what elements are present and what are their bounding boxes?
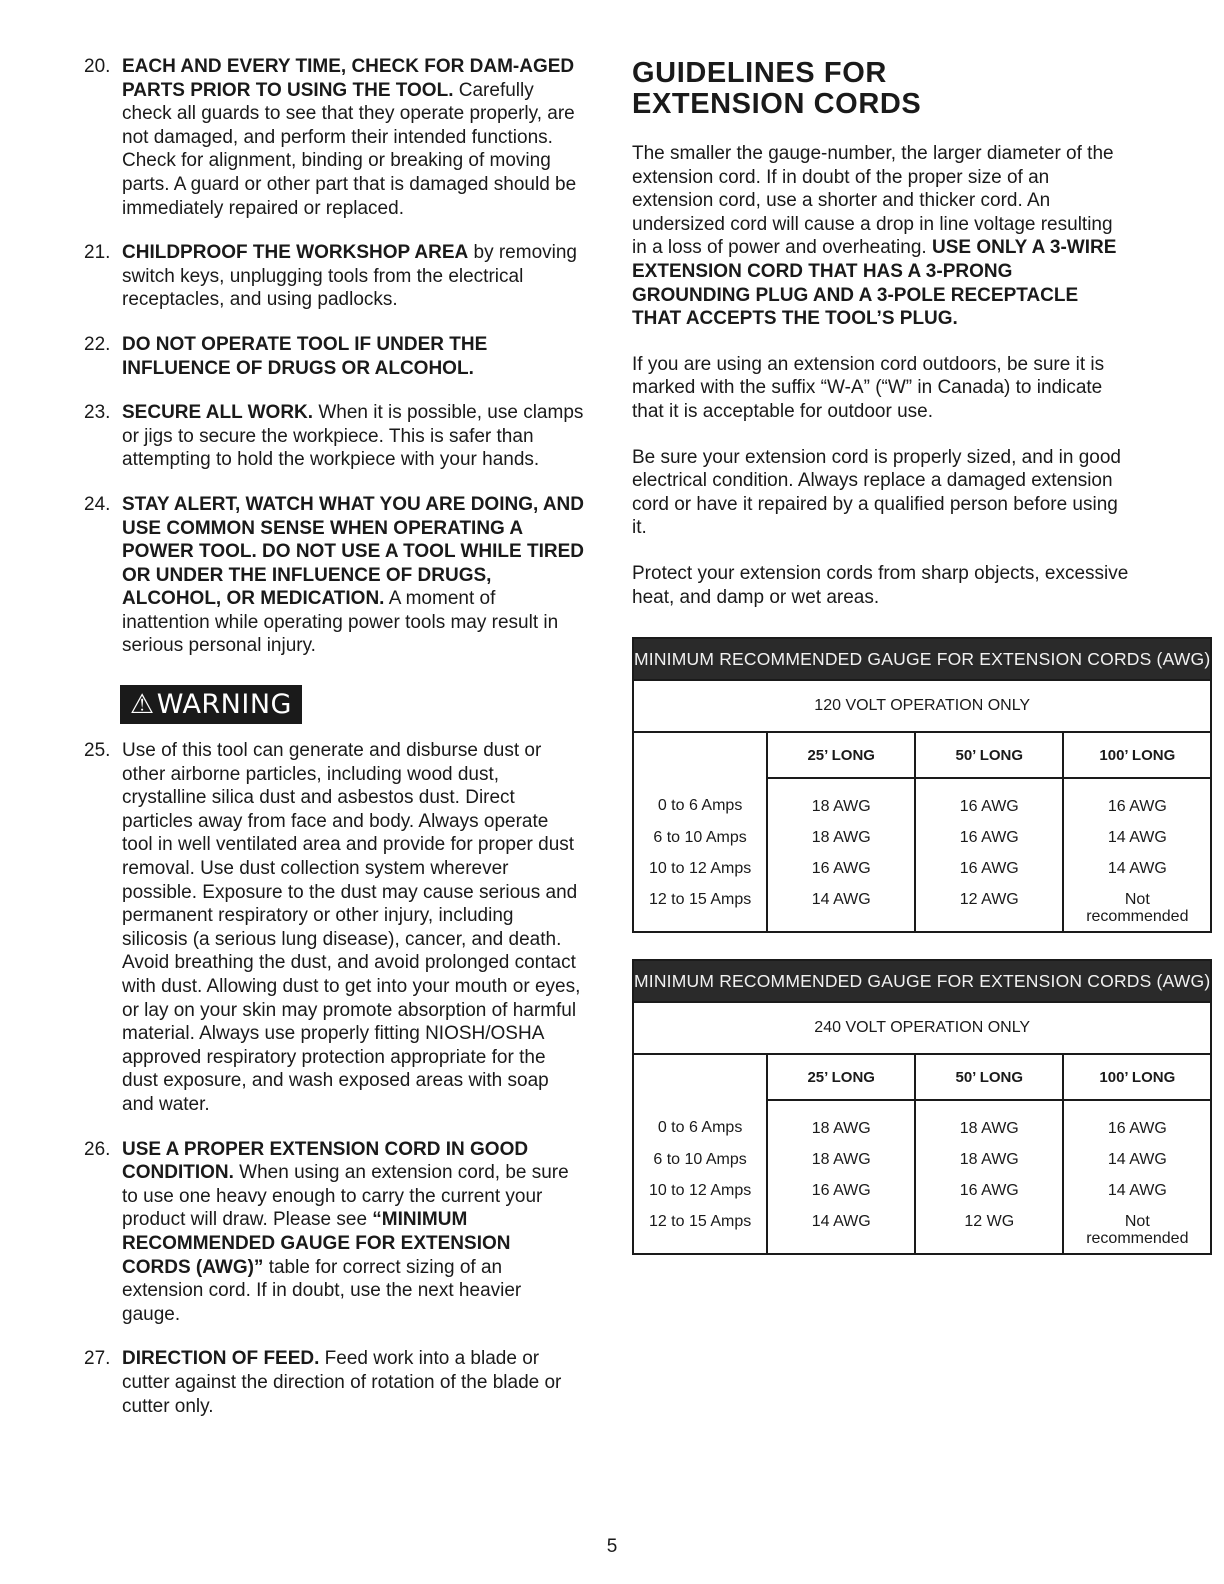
column-header: 25’ LONG xyxy=(767,732,915,778)
list-item xyxy=(84,493,584,658)
item-number: 26. xyxy=(84,1138,111,1160)
title-line: GUIDELINES FOR xyxy=(632,57,887,89)
gauge-cell: 16 AWG xyxy=(767,853,915,884)
table-banner: MINIMUM RECOMMENDED GAUGE FOR EXTENSION CORDS (AWG) xyxy=(633,960,1211,1002)
header-blank xyxy=(633,732,767,778)
table-row xyxy=(633,884,1211,932)
table-row xyxy=(633,822,1211,853)
column-header: 50’ LONG xyxy=(915,732,1063,778)
item-text: Use of this tool can generate and disburse dust or other airborne particles, including wood dust, crystalline silica dust and asbestos dust. Direct particles away from face and body. Always operate tool in well ventilated area and provide for proper dust removal. Use dust collection system wherever possible. Exposure to the dust may cause serious and permanent respiratory or other injury, including silicosis (a serious lung disease), cancer, and death. Avoid breathing the dust, and avoid prolonged contact with dust. Allowing dust to get into your mouth or eyes, or lay on your skin may promote absorption of harmful material. Always use properly fitting NIOSH/OSHA approved respiratory protection appropriate for the dust exposure, and wash exposed areas with soap and water. xyxy=(122,740,581,1115)
item-number: 22. xyxy=(84,333,111,355)
paragraph-text: The smaller the gauge-number, the larger diameter of the extension cord. If in doubt of the proper size of an extension cord, use a shorter and thicker cord. An undersized cord will cause a drop in line voltage resulting in a loss of power and overheating. xyxy=(632,143,1114,259)
gauge-table-120v xyxy=(632,637,1212,933)
item-number: 23. xyxy=(84,402,111,424)
warning-label xyxy=(120,685,302,724)
header-blank xyxy=(633,1054,767,1100)
gauge-cell: 12 AWG xyxy=(915,884,1063,932)
gauge-cell: 16 AWG xyxy=(1063,778,1211,822)
paragraph xyxy=(632,142,1132,331)
right-column xyxy=(632,55,1211,1281)
item-heading: STAY ALERT, WATCH WHAT YOU ARE DOING, AND USE COMMON SENSE WHEN OPERATING A POWER TOOL. DO NOT USE A TOOL WHILE TIRED OR UNDER THE INFLUENCE OF DRUGS, ALCOHOL, OR MEDICATION. xyxy=(122,493,584,610)
gauge-cell: 14 AWG xyxy=(1063,822,1211,853)
gauge-table-240v xyxy=(632,959,1212,1255)
table-row xyxy=(633,778,1211,822)
gauge-cell: Not recommended xyxy=(1063,1206,1211,1254)
paragraph: Protect your extension cords from sharp objects, excessive heat, and damp or wet areas. xyxy=(632,562,1129,608)
gauge-cell: 18 AWG xyxy=(915,1100,1063,1144)
gauge-cell: 14 AWG xyxy=(767,1206,915,1254)
table-reference: “MINIMUM RECOMMENDED GAUGE FOR EXTENSION CORDS (AWG)” xyxy=(122,1209,511,1278)
item-heading: SECURE ALL WORK. xyxy=(122,402,314,424)
column-header: 50’ LONG xyxy=(915,1054,1063,1100)
title-line: EXTENSION CORDS xyxy=(632,88,922,120)
item-text: table for correct sizing of an extension cord. If in doubt, use the next heavier gauge. xyxy=(122,1256,522,1325)
gauge-cell: 16 AWG xyxy=(767,1175,915,1206)
amp-range: 10 to 12 Amps xyxy=(633,853,767,884)
gauge-cell: 14 AWG xyxy=(1063,853,1211,884)
gauge-cell: 16 AWG xyxy=(1063,1100,1211,1144)
item-number: 20. xyxy=(84,56,111,77)
item-number: 27. xyxy=(84,1348,111,1370)
table-banner: MINIMUM RECOMMENDED GAUGE FOR EXTENSION CORDS (AWG) xyxy=(633,638,1211,680)
gauge-cell: 16 AWG xyxy=(915,822,1063,853)
amp-range: 10 to 12 Amps xyxy=(633,1175,767,1206)
list-item xyxy=(84,1138,584,1327)
operation-label: 120 VOLT OPERATION ONLY xyxy=(633,680,1211,732)
item-heading: DIRECTION OF FEED. xyxy=(122,1348,320,1370)
gauge-cell: 14 AWG xyxy=(767,884,915,932)
item-text: When using an extension cord, be sure to use one heavy enough to carry the current your product will draw. Please see xyxy=(122,1162,569,1231)
gauge-cell: 18 AWG xyxy=(915,1144,1063,1175)
list-item xyxy=(84,401,584,472)
left-column xyxy=(84,55,584,1439)
amp-range: 0 to 6 Amps xyxy=(633,778,767,822)
table-row xyxy=(633,1100,1211,1144)
column-header: 25’ LONG xyxy=(767,1054,915,1100)
table-row xyxy=(633,1144,1211,1175)
list-item xyxy=(84,739,584,1117)
item-heading: CHILDPROOF THE WORKSHOP AREA xyxy=(122,242,469,264)
gauge-cell: 16 AWG xyxy=(915,853,1063,884)
table-row xyxy=(633,853,1211,884)
gauge-cell: 14 AWG xyxy=(1063,1175,1211,1206)
list-item xyxy=(84,1347,584,1418)
section-title xyxy=(632,58,1132,120)
column-header: 100’ LONG xyxy=(1063,1054,1211,1100)
item-number: 24. xyxy=(84,493,111,515)
paragraph: Be sure your extension cord is properly sized, and in good electrical condition. Always replace a damaged extension cord or have it repaired by a qualified person before using it. xyxy=(632,446,1121,539)
list-item xyxy=(84,241,584,312)
item-text: A moment of inattention while operating power tools may result in serious personal injury. xyxy=(122,588,559,657)
item-number: 25. xyxy=(84,740,111,762)
gauge-cell: 18 AWG xyxy=(767,1100,915,1144)
item-text: by removing switch keys, unplugging tools from the electrical receptacles, and using padlocks. xyxy=(122,242,578,311)
paragraph-emphasis: USE ONLY A 3-WIRE EXTENSION CORD THAT HAS A 3-PRONG GROUNDING PLUG AND A 3-POLE RECEPTACLE THAT ACCEPTS THE TOOL’S PLUG. xyxy=(632,237,1117,330)
gauge-cell: 12 WG xyxy=(915,1206,1063,1254)
amp-range: 12 to 15 Amps xyxy=(633,884,767,932)
warning-text: WARNING xyxy=(156,689,292,721)
list-item xyxy=(84,55,584,220)
gauge-cell: 18 AWG xyxy=(767,1144,915,1175)
list-item xyxy=(84,333,584,380)
page-number: 5 xyxy=(606,1536,618,1557)
operation-label: 240 VOLT OPERATION ONLY xyxy=(633,1002,1211,1054)
item-number: 21. xyxy=(84,242,111,264)
gauge-cell: Not recommended xyxy=(1063,884,1211,932)
amp-range: 12 to 15 Amps xyxy=(633,1206,767,1254)
amp-range: 0 to 6 Amps xyxy=(633,1100,767,1144)
table-row xyxy=(633,1175,1211,1206)
amp-range: 6 to 10 Amps xyxy=(633,1144,767,1175)
item-heading: USE A PROPER EXTENSION CORD IN GOOD CONDITION. xyxy=(122,1138,529,1184)
gauge-cell: 14 AWG xyxy=(1063,1144,1211,1175)
column-header: 100’ LONG xyxy=(1063,732,1211,778)
item-text: When it is possible, use clamps or jigs to secure the workpiece. This is safer than attempting to hold the workpiece with your hands. xyxy=(122,402,584,471)
gauge-cell: 18 AWG xyxy=(767,778,915,822)
paragraph: If you are using an extension cord outdoors, be sure it is marked with the suffix “W-A” (“W” in Canada) to indicate that it is acceptable for outdoor use. xyxy=(632,353,1105,422)
amp-range: 6 to 10 Amps xyxy=(633,822,767,853)
item-text: Carefully check all guards to see that they operate properly, are not damaged, and perform their intended functions. Check for alignment, binding or breaking of moving parts. A guard or other part that is damaged should be immediately repaired or replaced. xyxy=(122,79,577,219)
warning-triangle-icon: ⚠ xyxy=(130,689,155,721)
table-row xyxy=(633,1206,1211,1254)
item-text: Feed work into a blade or cutter against the direction of rotation of the blade or cutter only. xyxy=(122,1348,562,1417)
gauge-cell: 16 AWG xyxy=(915,1175,1063,1206)
gauge-cell: 16 AWG xyxy=(915,778,1063,822)
item-heading: EACH AND EVERY TIME, CHECK FOR DAM-AGED PARTS PRIOR TO USING THE TOOL. xyxy=(122,56,575,101)
item-heading: DO NOT OPERATE TOOL IF UNDER THE INFLUENCE OF DRUGS OR ALCOHOL. xyxy=(122,333,488,379)
gauge-cell: 18 AWG xyxy=(767,822,915,853)
